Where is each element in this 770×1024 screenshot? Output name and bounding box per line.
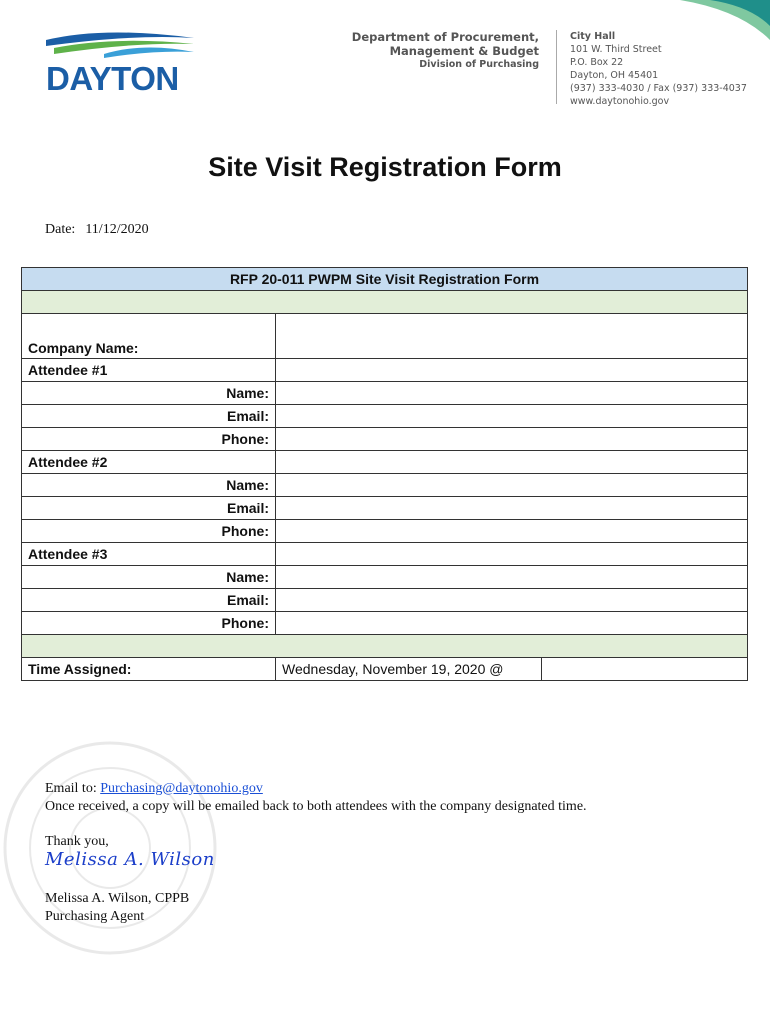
dept-line-2: Management & Budget: [389, 44, 539, 58]
attendee-3-label: Attendee #3: [22, 543, 276, 566]
address-line: Dayton, OH 45401: [570, 70, 659, 81]
name-label: Name:: [22, 566, 276, 589]
note-text: Once received, a copy will be emailed back to both attendees with the company designated time.: [45, 799, 587, 814]
attendee-1-phone-field[interactable]: [276, 428, 748, 451]
email-prefix: Email to:: [45, 781, 101, 796]
form-header: RFP 20-011 PWPM Site Visit Registration Form: [22, 268, 748, 291]
attendee-3-name-field[interactable]: [276, 566, 748, 589]
attendee-1-email-field[interactable]: [276, 405, 748, 428]
attendee-2-label: Attendee #2: [22, 451, 276, 474]
attendee-1-name-field[interactable]: [276, 382, 748, 405]
attendee-3-field[interactable]: [276, 543, 748, 566]
signature: Melissa A. Wilson: [45, 849, 215, 870]
date-value: 11/12/2020: [85, 222, 149, 237]
email-link[interactable]: Purchasing@daytonohio.gov: [100, 781, 263, 796]
address-line: (937) 333-4030 / Fax (937) 333-4037: [570, 83, 747, 94]
name-label: Name:: [22, 474, 276, 497]
phone-label: Phone:: [22, 428, 276, 451]
time-assigned-field[interactable]: [542, 658, 748, 681]
attendee-1-field[interactable]: [276, 359, 748, 382]
spacer-row: [22, 291, 748, 314]
time-assigned-label: Time Assigned:: [22, 658, 276, 681]
email-label: Email:: [22, 497, 276, 520]
logo-wordmark: DAYTON: [46, 60, 179, 97]
address-line: 101 W. Third Street: [570, 44, 662, 55]
attendee-2-field[interactable]: [276, 451, 748, 474]
attendee-2-phone-field[interactable]: [276, 520, 748, 543]
department-block: [352, 30, 539, 72]
phone-label: Phone:: [22, 612, 276, 635]
address-line: www.daytonohio.gov: [570, 96, 670, 107]
registration-form-table: [21, 267, 748, 681]
address-line: City Hall: [570, 31, 616, 42]
email-label: Email:: [22, 405, 276, 428]
email-label: Email:: [22, 589, 276, 612]
attendee-2-name-field[interactable]: [276, 474, 748, 497]
thanks-text: Thank you,: [45, 834, 109, 849]
attendee-2-email-field[interactable]: [276, 497, 748, 520]
company-name-label: Company Name:: [22, 314, 276, 359]
header-divider: [556, 30, 557, 104]
dept-line-3: Division of Purchasing: [419, 59, 539, 70]
attendee-1-label: Attendee #1: [22, 359, 276, 382]
date-line: [45, 222, 159, 238]
spacer-row: [22, 635, 748, 658]
address-block: [570, 30, 747, 108]
phone-label: Phone:: [22, 520, 276, 543]
signer-name: Melissa A. Wilson, CPPB: [45, 891, 190, 906]
email-line: [45, 781, 263, 797]
attendee-3-phone-field[interactable]: [276, 612, 748, 635]
page-title: Site Visit Registration Form: [208, 152, 562, 182]
attendee-3-email-field[interactable]: [276, 589, 748, 612]
address-line: P.O. Box 22: [570, 57, 624, 68]
name-label: Name:: [22, 382, 276, 405]
time-assigned-value: Wednesday, November 19, 2020 @: [276, 658, 542, 681]
company-name-field[interactable]: [276, 314, 748, 359]
dept-line-1: Department of Procurement,: [351, 30, 539, 44]
city-seal-watermark: [0, 738, 260, 958]
date-label: Date:: [45, 222, 76, 237]
signer-title: Purchasing Agent: [45, 909, 145, 924]
